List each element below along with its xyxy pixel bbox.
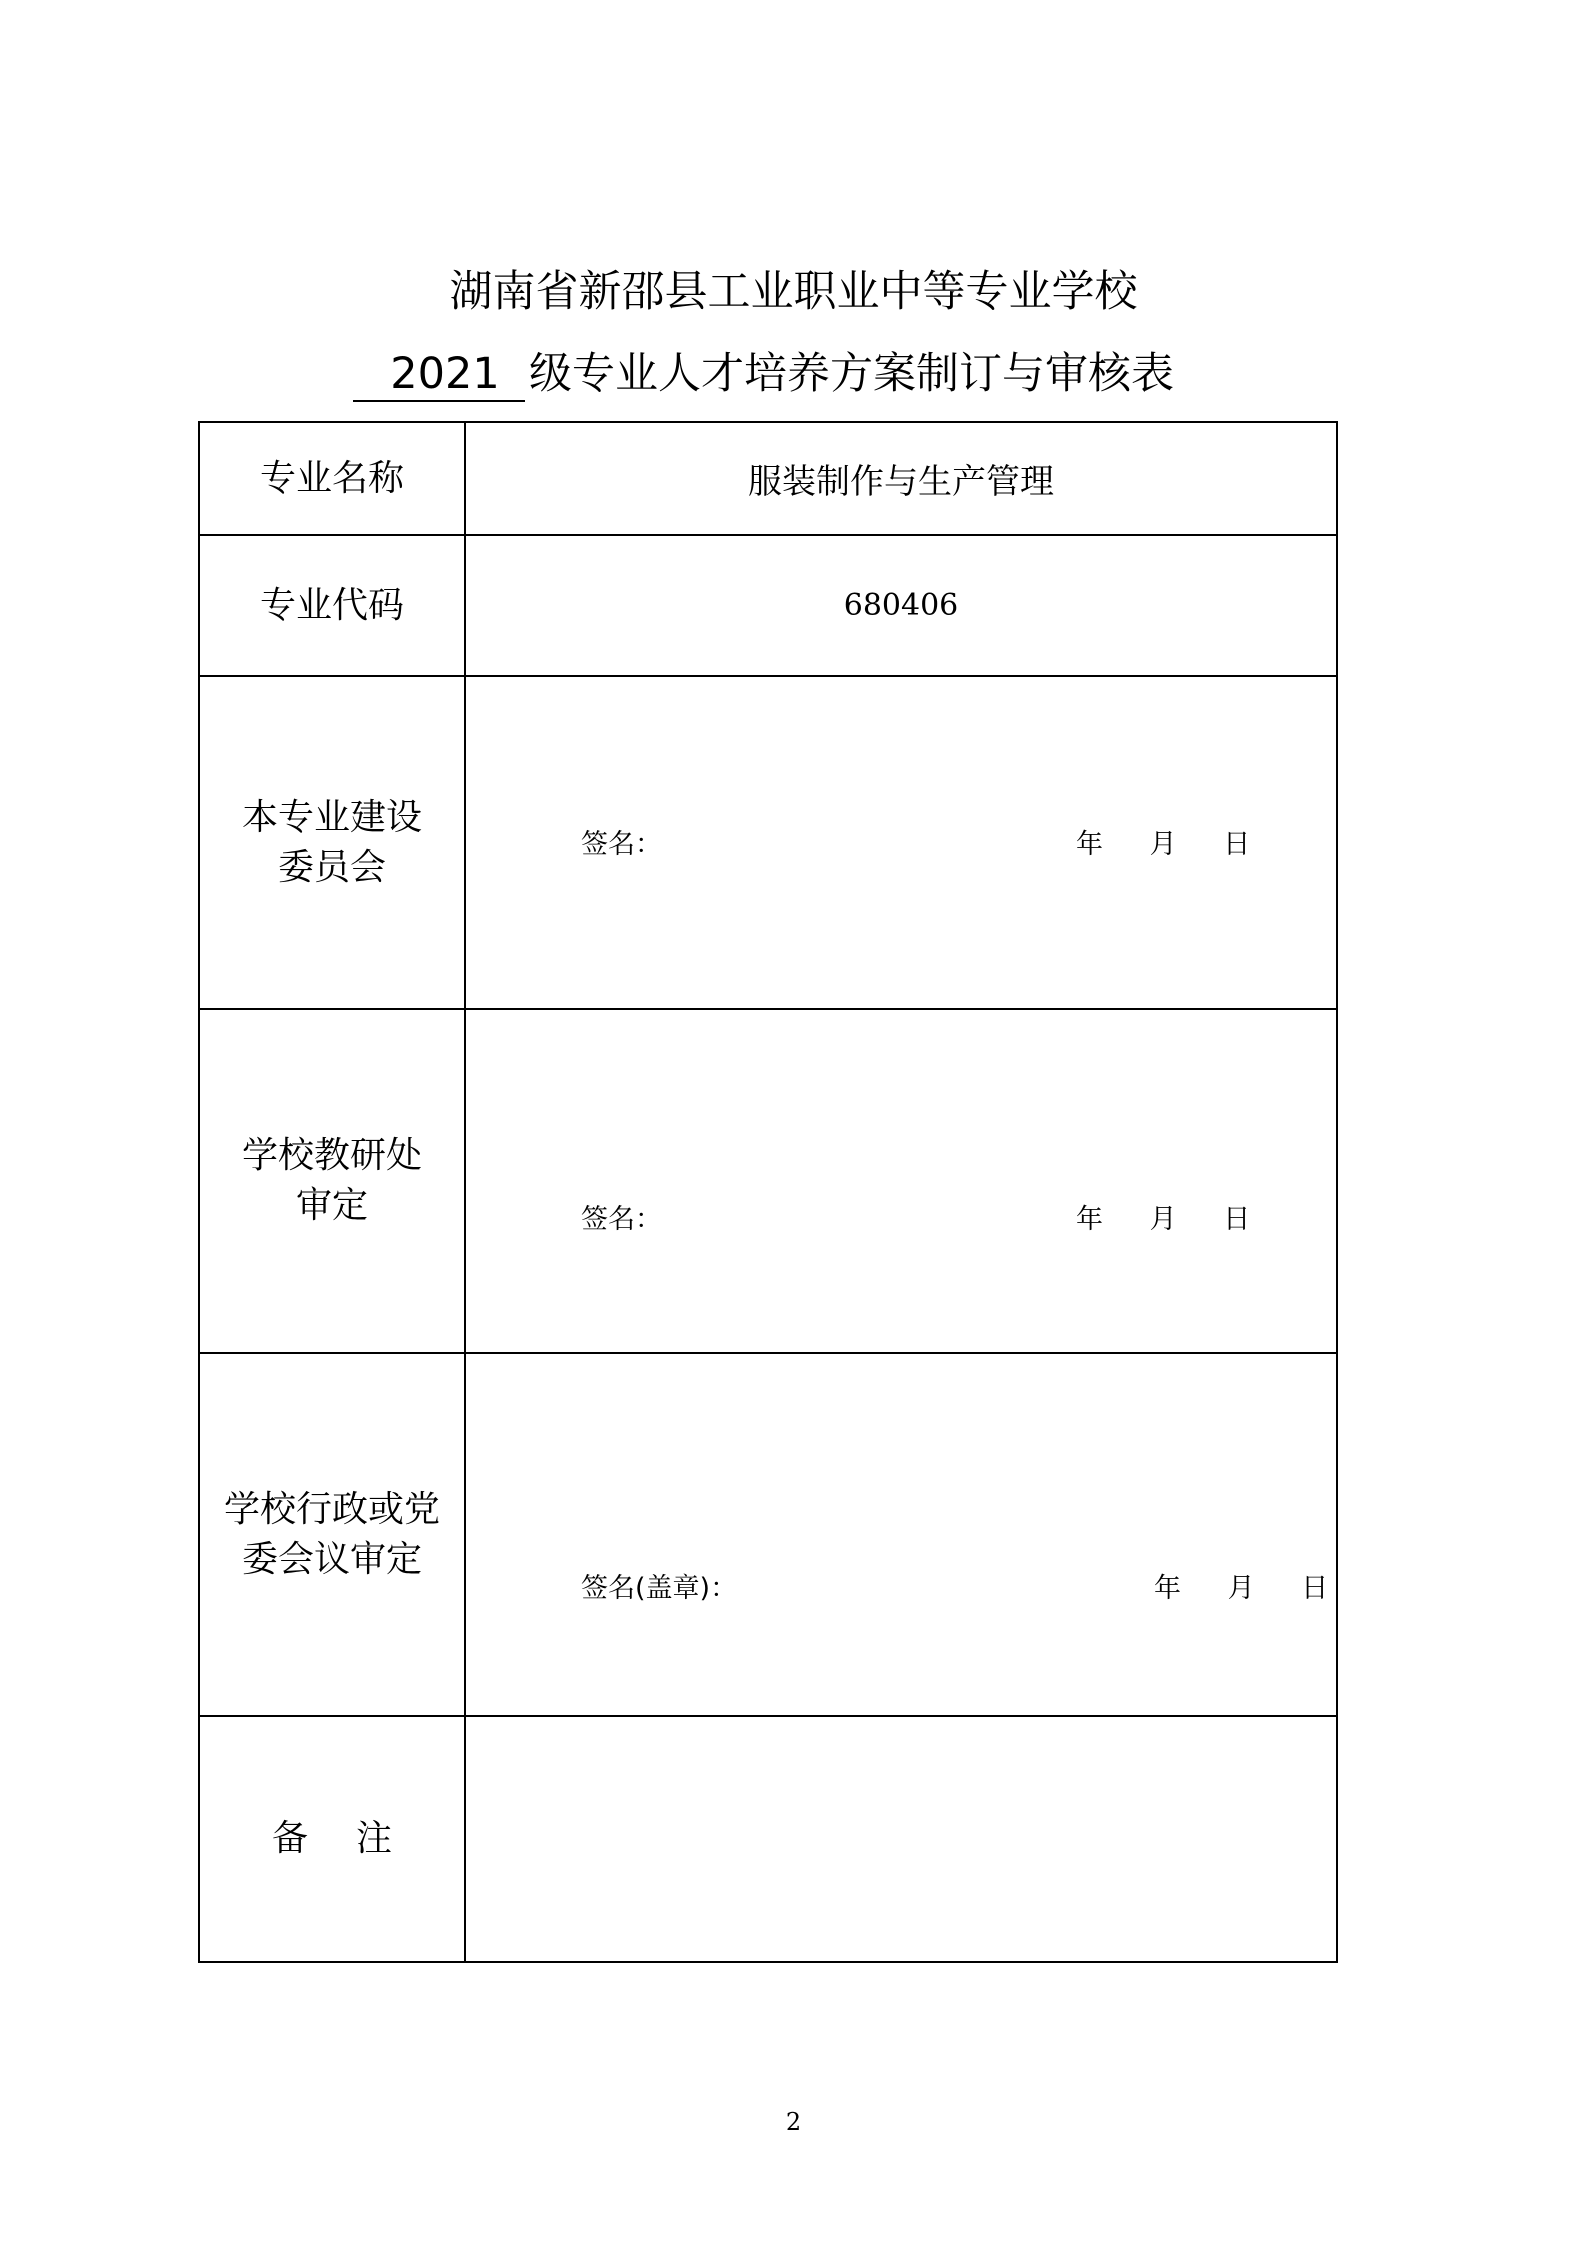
admin-meeting-day: 日 — [1301, 1573, 1329, 1604]
research-office-label-line1: 学校教研处 — [241, 1135, 422, 1176]
admin-meeting-sign-label: 签名(盖章)： — [581, 1573, 738, 1604]
major-code-value: 680406 — [465, 535, 1337, 676]
research-office-label-line2: 审定 — [295, 1185, 368, 1226]
admin-meeting-label — [199, 1353, 465, 1716]
research-office-sign-label: 签名： — [581, 1204, 662, 1235]
committee-sign-cell — [465, 676, 1337, 1009]
page-number: 2 — [785, 2108, 802, 2136]
review-form-table — [198, 421, 1338, 1963]
admin-meeting-sign-cell — [465, 1353, 1337, 1716]
row-major-name — [199, 422, 1337, 535]
major-name-label: 专业名称 — [199, 422, 465, 535]
remarks-label — [199, 1716, 465, 1962]
committee-sign-label: 签名： — [581, 829, 662, 860]
admin-meeting-label-line1: 学校行政或党 — [223, 1488, 440, 1530]
row-research-office — [199, 1009, 1337, 1353]
admin-meeting-month: 月 — [1227, 1573, 1255, 1604]
row-major-code — [199, 535, 1337, 676]
document-title: 湖南省新邵县工业职业中等专业学校 — [449, 267, 1138, 317]
committee-day: 日 — [1223, 829, 1251, 860]
remarks-label-text: 备注 — [271, 1818, 440, 1859]
research-office-year: 年 — [1076, 1204, 1103, 1235]
committee-month: 月 — [1149, 829, 1177, 860]
year-blank — [353, 348, 525, 402]
research-office-sign-cell — [465, 1009, 1337, 1353]
research-office-date — [1076, 1197, 1250, 1236]
committee-label — [199, 676, 465, 1009]
research-office-label — [199, 1009, 465, 1353]
row-admin-meeting — [199, 1353, 1337, 1716]
committee-label-line2: 委员会 — [277, 846, 386, 888]
committee-label-line1: 本专业建设 — [241, 796, 422, 838]
research-office-month: 月 — [1149, 1204, 1177, 1235]
admin-meeting-date — [1154, 1566, 1328, 1605]
row-remarks — [199, 1716, 1337, 1962]
admin-meeting-label-line2: 委会议审定 — [241, 1538, 422, 1580]
form-title — [353, 344, 1174, 404]
major-name-value: 服装制作与生产管理 — [465, 422, 1337, 535]
major-code-label: 专业代码 — [199, 535, 465, 676]
form-title-suffix: 级专业人才培养方案制订与审核表 — [529, 349, 1174, 399]
remarks-cell — [465, 1716, 1337, 1962]
year-value: 2021 — [390, 349, 500, 399]
committee-year: 年 — [1076, 829, 1103, 860]
admin-meeting-year: 年 — [1154, 1573, 1181, 1604]
row-committee — [199, 676, 1337, 1009]
committee-date — [1076, 822, 1250, 861]
research-office-day: 日 — [1223, 1204, 1251, 1235]
